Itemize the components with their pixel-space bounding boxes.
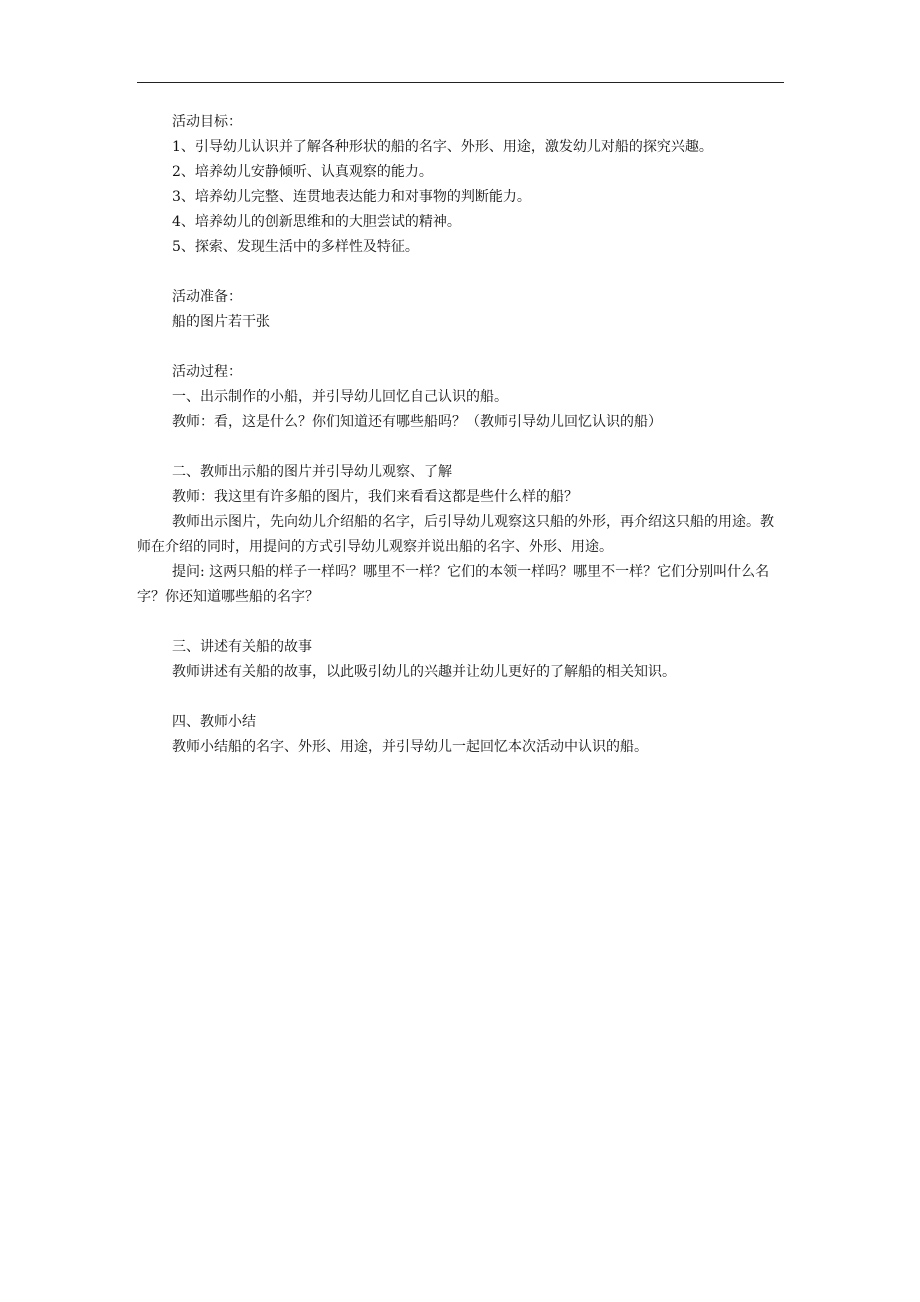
spacer	[172, 335, 787, 360]
step1-text: 教师：看，这是什么？你们知道还有哪些船吗？（教师引导幼儿回忆认识的船）	[172, 414, 662, 430]
spacer	[172, 610, 787, 635]
goals-section	[172, 110, 787, 260]
spacer	[172, 260, 787, 285]
step2-text-3: 提问: 这两只船的样子一样吗？哪里不一样？它们的本领一样吗？哪里不一样？它们分别叫什么名字？你还知道哪些船的名字？	[137, 564, 770, 605]
document-body	[137, 110, 787, 760]
goal-item: 1、引导幼儿认识并了解各种形状的船的名字、外形、用途，激发幼儿对船的探究兴趣。	[172, 139, 713, 155]
goal-item: 4、培养幼儿的创新思维和的大胆尝试的精神。	[172, 214, 461, 230]
goal-item: 5、探索、发现生活中的多样性及特征。	[172, 239, 419, 255]
process-section	[137, 360, 787, 760]
goals-heading: 活动目标：	[172, 114, 242, 130]
step2-title: 二、教师出示船的图片并引导幼儿观察、了解	[172, 464, 452, 480]
step2-text-1: 教师：我这里有许多船的图片，我们来看看这都是些什么样的船？	[172, 489, 578, 505]
preparation-section	[172, 285, 787, 335]
step4-title: 四、教师小结	[172, 714, 256, 730]
step2-text-2: 教师出示图片，先向幼儿介绍船的名字，后引导幼儿观察这只船的外形，再介绍这只船的用途。教师在介绍的同时，用提问的方式引导幼儿观察并说出船的名字、外形、用途。	[137, 514, 774, 555]
step3-text: 教师讲述有关船的故事，以此吸引幼儿的兴趣并让幼儿更好的了解船的相关知识。	[172, 664, 676, 680]
process-heading: 活动过程：	[172, 364, 242, 380]
goal-item: 3、培养幼儿完整、连贯地表达能力和对事物的判断能力。	[172, 189, 531, 205]
goal-item: 2、培养幼儿安静倾听、认真观察的能力。	[172, 164, 433, 180]
step3-title: 三、讲述有关船的故事	[172, 639, 312, 655]
step1-title: 一、出示制作的小船，并引导幼儿回忆自己认识的船。	[172, 389, 508, 405]
step4-text: 教师小结船的名字、外形、用途，并引导幼儿一起回忆本次活动中认识的船。	[172, 739, 648, 755]
spacer	[172, 685, 787, 710]
header-rule	[137, 82, 784, 83]
preparation-heading: 活动准备：	[172, 289, 242, 305]
preparation-text: 船的图片若干张	[172, 314, 270, 330]
spacer	[172, 435, 787, 460]
